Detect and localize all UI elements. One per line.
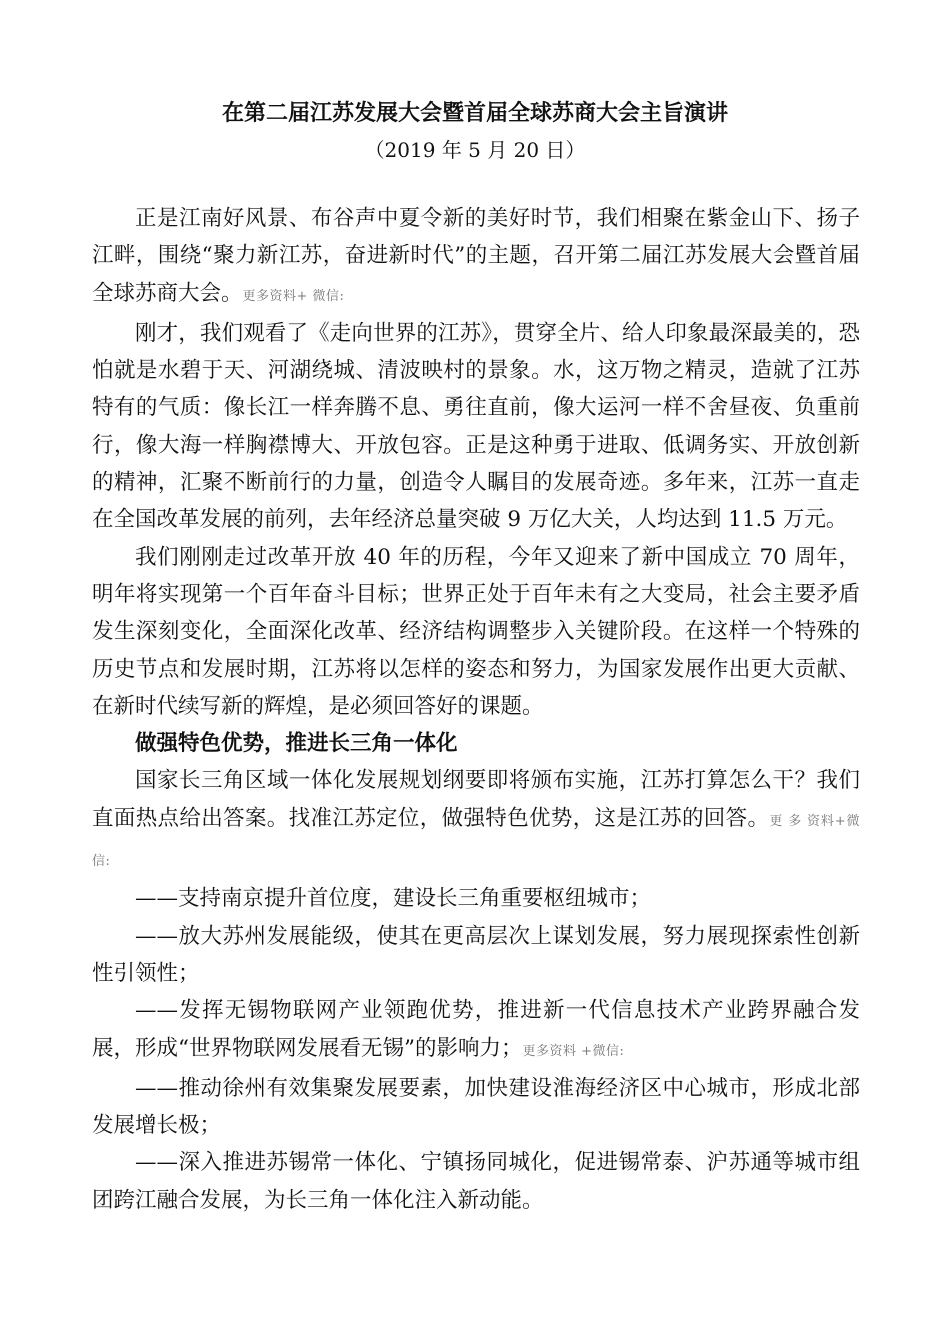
list-item bbox=[92, 1144, 860, 1219]
paragraph-text: 国家长三角区域一体化发展规划纲要即将颁布实施，江苏打算怎么干？我们直面热点给出答案。找准江苏定位，做强特色优势，这是江苏的回答。 bbox=[92, 768, 860, 831]
paragraph bbox=[92, 315, 860, 539]
watermark-note: 更 多 资料+微信: bbox=[92, 813, 860, 870]
paragraph-text: 我们刚刚走过改革开放 40 年的历程，今年又迎来了新中国成立 70 周年，明年将实现第一个百年奋斗目标；世界正处于百年未有之大变局，社会主要矛盾发生深刻变化，全面深化改革、经济结构调整步入关键阶段。在这样一个特殊的历史节点和发展时期，江苏将以怎样的姿态和努力，为国家发展作出更大贡献、在新时代续写新的辉煌，是必须回答好的课题。 bbox=[92, 544, 860, 719]
list-item bbox=[92, 1070, 860, 1145]
paragraph-text: 刚才，我们观看了《走向世界的江苏》，贯穿全片、给人印象最深最美的，恐怕就是水碧于天、河湖绕城、清波映村的景象。水，这万物之精灵，造就了江苏特有的气质：像长江一样奔腾不息、勇往直前，像大运河一样不舍昼夜、负重前行，像大海一样胸襟博大、开放包容。正是这种勇于进取、低调务实、开放创新的精神，汇聚不断前行的力量，创造令人瞩目的发展奇迹。多年来，江苏一直走在全国改革发展的前列，去年经济总量突破 9 万亿大关，人均达到 11.5 万元。 bbox=[92, 320, 860, 533]
paragraph-text: ——深入推进苏锡常一体化、宁镇扬同城化，促进锡常泰、沪苏通等城市组团跨江融合发展，为长三角一体化注入新动能。 bbox=[92, 1150, 860, 1213]
paragraph bbox=[92, 539, 860, 725]
document-title: 在第二届江苏发展大会暨首届全球苏商大会主旨演讲 bbox=[221, 100, 728, 126]
list-item bbox=[92, 918, 860, 993]
paragraph-text: ——发挥无锡物联网产业领跑优势，推进新一代信息技术产业跨界融合发展，形成“世界物联网发展看无锡”的影响力； bbox=[92, 998, 860, 1061]
paragraph bbox=[92, 762, 860, 880]
document-body bbox=[92, 200, 860, 1219]
paragraph-text: ——放大苏州发展能级，使其在更高层次上谋划发展，努力展现探索性创新性引领性； bbox=[92, 923, 860, 986]
paragraph-text: 正是江南好风景、布谷声中夏令新的美好时节，我们相聚在紫金山下、扬子江畔，围绕“聚力新江苏，奋进新时代”的主题，召开第二届江苏发展大会暨首届全球苏商大会。 bbox=[92, 206, 860, 306]
paragraph-text: ——推动徐州有效集聚发展要素，加快建设淮海经济区中心城市，形成北部发展增长极； bbox=[92, 1075, 860, 1139]
paragraph-text: ——支持南京提升首位度，建设长三角重要枢纽城市； bbox=[135, 886, 652, 912]
list-item bbox=[92, 992, 860, 1070]
watermark-note: 更多资料 +微信: bbox=[522, 1043, 625, 1059]
watermark-note: 更多资料+ 微信: bbox=[242, 288, 345, 304]
section-heading: 做强特色优势，推进长三角一体化 bbox=[135, 731, 458, 757]
list-item bbox=[92, 880, 860, 917]
document-date: （2019 年 5 月 20 日） bbox=[364, 138, 586, 162]
paragraph bbox=[92, 200, 860, 315]
